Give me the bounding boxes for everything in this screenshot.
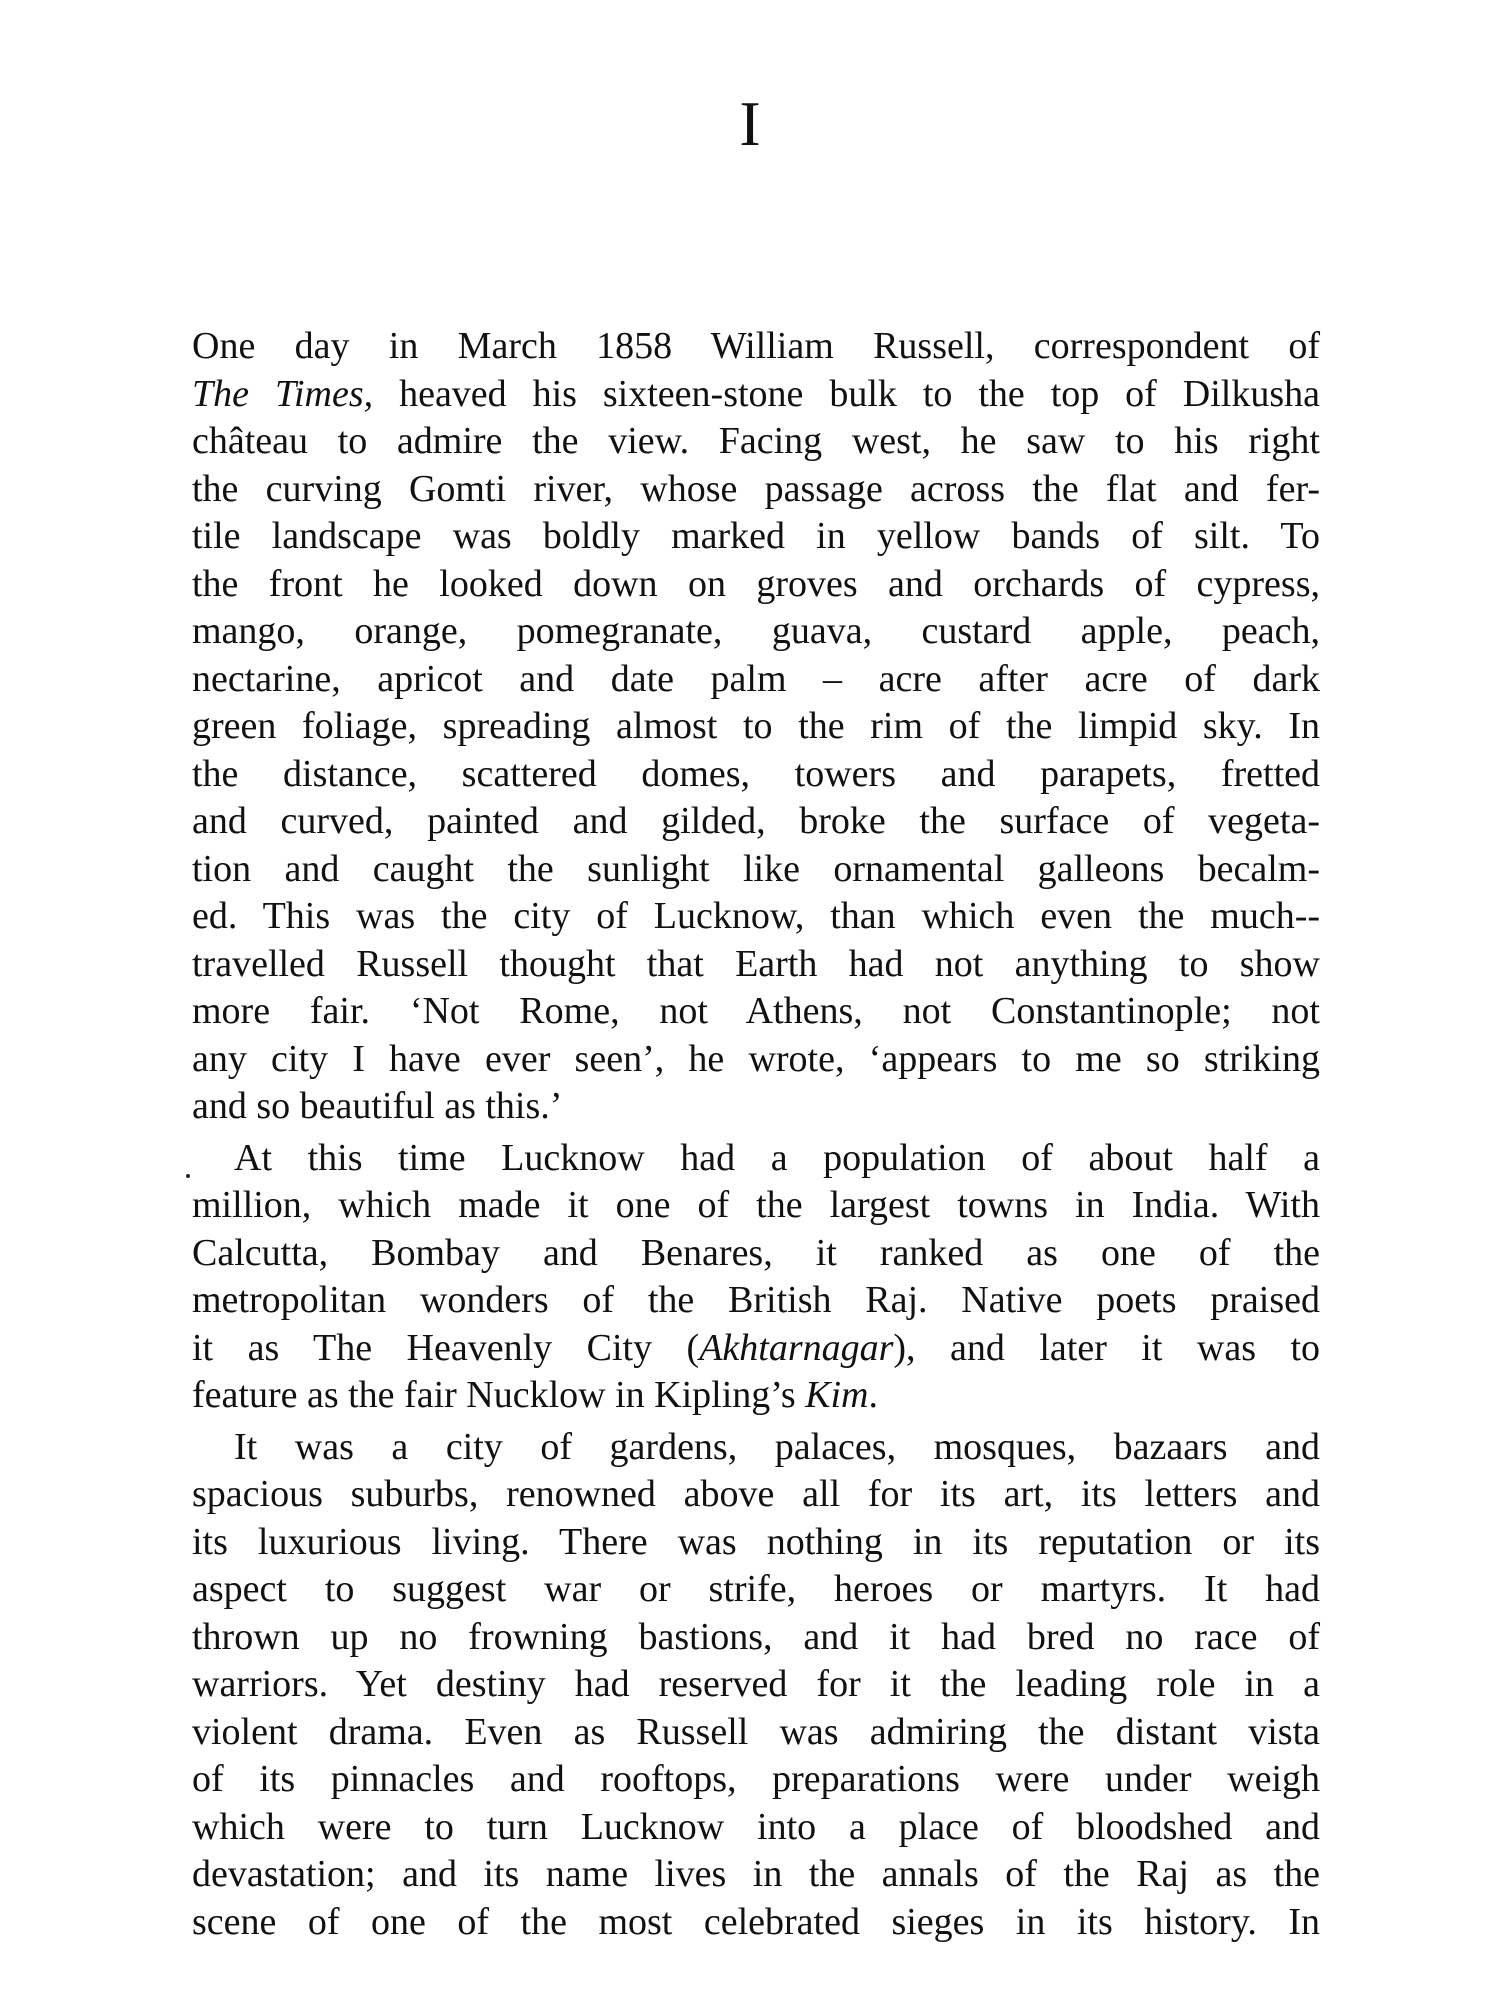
text-line: It was a city of gardens, palaces, mosques, bazaars and [234,1425,1320,1468]
paragraph-3 [192,1424,1320,1947]
text-line: Calcutta, Bombay and Benares, it ranked as one of the [192,1231,1320,1274]
text-line: of its pinnacles and rooftops, preparations were under weigh [192,1758,1320,1800]
text-line: and curved, painted and gilded, broke the surface of vegeta- [192,800,1320,842]
text-line: tion and caught the sunlight like ornamental galleons becalm- [192,847,1320,890]
text-line: aspect to suggest war or strife, heroes or martyrs. It had [192,1568,1320,1610]
text-line: any city I have ever seen’, he wrote, ‘appears to me so striking [192,1037,1320,1080]
text-line: scene of one of the most celebrated sieges in its history. In [192,1900,1320,1943]
text-line: violent drama. Even as Russell was admiring the distant vista [192,1710,1320,1753]
text-line: which were to turn Lucknow into a place of bloodshed and [192,1805,1320,1848]
italic-term: Akhtarnagar [699,1326,894,1369]
text-line: mango, orange, pomegranate, guava, custard apple, peach, [192,610,1320,652]
line-text: it as The Heavenly City ( [192,1326,700,1369]
italic-title: Kim [805,1374,869,1416]
text-line: tile landscape was boldly marked in yellow bands of silt. To [192,515,1320,557]
paragraph-2 [192,1135,1320,1420]
text-line: At this time Lucknow had a population of about half a [234,1136,1320,1179]
text-line: green foliage, spreading almost to the rim of the limpid sky. In [192,705,1320,747]
line-text: heaved his sixteen-stone bulk to the top of Dilkusha [373,372,1320,415]
text-line: the front he looked down on groves and orchards of cypress, [192,562,1320,605]
text-line: devastation; and its name lives in the annals of the Raj as the [192,1853,1320,1895]
text-line: travelled Russell thought that Earth had not anything to show [192,942,1320,985]
text-line: the distance, scattered domes, towers and parapets, fretted [192,752,1320,795]
line-text: ), and later it was to [893,1326,1321,1369]
paragraph-1 [192,323,1320,1131]
line-text: feature as the fair Nucklow in Kipling’s [192,1374,806,1416]
text-line: ed. This was the city of Lucknow, than which even the much-- [192,895,1320,937]
text-line: nectarine, apricot and date palm – acre after acre of dark [192,657,1320,700]
scan-speck [186,1174,190,1178]
text-line: thrown up no frowning bastions, and it had bred no race of [192,1615,1320,1658]
italic-title: The Times, [192,372,374,415]
text-line: and so beautiful as this.’ [192,1085,563,1127]
text-line: One day in March 1858 William Russell, correspondent of [192,325,1320,367]
text-line [192,1325,1320,1373]
text-line: metropolitan wonders of the British Raj. Native poets praised [192,1279,1320,1321]
text-line: warriors. Yet destiny had reserved for it the leading role in a [192,1663,1320,1705]
text-line: château to admire the view. Facing west, he saw to his right [192,420,1320,462]
text-line: spacious suburbs, renowned above all for its art, its letters and [192,1473,1320,1515]
text-line [192,371,1320,419]
body-text [192,323,1320,1946]
text-line: the curving Gomti river, whose passage across the flat and fer- [192,467,1320,510]
text-line: its luxurious living. There was nothing in its reputation or its [192,1520,1320,1563]
text-line: more fair. ‘Not Rome, not Athens, not Constantinople; not [192,990,1320,1032]
line-text: . [868,1374,878,1416]
chapter-numeral: I [739,88,761,159]
text-line [192,1372,1320,1420]
text-line: million, which made it one of the largest towns in India. With [192,1184,1320,1226]
